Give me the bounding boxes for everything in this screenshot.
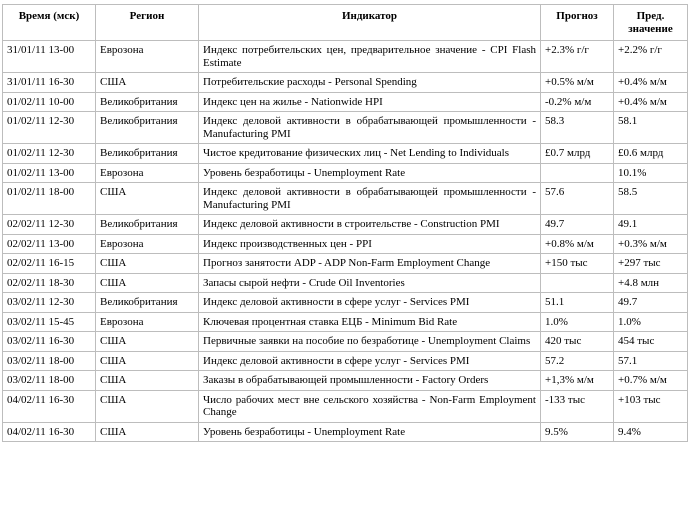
table-row (3, 92, 688, 112)
table-row (3, 254, 688, 274)
table-row (3, 390, 688, 422)
header-forecast: Прогноз (541, 5, 614, 41)
table-row (3, 371, 688, 391)
cell-indicator: Первичные заявки на пособие по безработице - Unemployment Claims (199, 332, 541, 352)
cell-region: Великобритания (96, 215, 199, 235)
cell-indicator: Чистое кредитование физических лиц - Net Lending to Individuals (199, 144, 541, 164)
cell-region: США (96, 390, 199, 422)
cell-forecast: +150 тыс (541, 254, 614, 274)
cell-forecast: +0.8% м/м (541, 234, 614, 254)
table-body (3, 41, 688, 442)
table-row (3, 215, 688, 235)
header-indicator: Индикатор (199, 5, 541, 41)
cell-region: США (96, 422, 199, 442)
cell-previous: +0.7% м/м (614, 371, 688, 391)
cell-forecast: 1.0% (541, 312, 614, 332)
header-region: Регион (96, 5, 199, 41)
cell-time: 03/02/11 15-45 (3, 312, 96, 332)
cell-region: Великобритания (96, 293, 199, 313)
cell-indicator: Индекс деловой активности в сфере услуг - Services PMI (199, 293, 541, 313)
cell-region: Еврозона (96, 163, 199, 183)
cell-time: 03/02/11 18-00 (3, 351, 96, 371)
cell-previous: 454 тыс (614, 332, 688, 352)
cell-indicator: Уровень безработицы - Unemployment Rate (199, 422, 541, 442)
cell-region: США (96, 332, 199, 352)
cell-previous: +103 тыс (614, 390, 688, 422)
cell-time: 01/02/11 13-00 (3, 163, 96, 183)
cell-previous: 10.1% (614, 163, 688, 183)
cell-time: 01/02/11 12-30 (3, 144, 96, 164)
cell-time: 02/02/11 13-00 (3, 234, 96, 254)
cell-previous: 1.0% (614, 312, 688, 332)
header-previous: Пред. значение (614, 5, 688, 41)
cell-region: Великобритания (96, 92, 199, 112)
table-row (3, 351, 688, 371)
cell-previous: 49.1 (614, 215, 688, 235)
cell-region: США (96, 183, 199, 215)
table-row (3, 422, 688, 442)
cell-previous: +297 тыс (614, 254, 688, 274)
cell-time: 04/02/11 16-30 (3, 422, 96, 442)
cell-region: Еврозона (96, 234, 199, 254)
cell-time: 01/02/11 18-00 (3, 183, 96, 215)
cell-region: США (96, 351, 199, 371)
cell-region: США (96, 273, 199, 293)
cell-region: США (96, 371, 199, 391)
table-row (3, 112, 688, 144)
cell-indicator: Число рабочих мест вне сельского хозяйства - Non-Farm Employment Change (199, 390, 541, 422)
cell-previous: +2.2% г/г (614, 41, 688, 73)
cell-forecast: +2.3% г/г (541, 41, 614, 73)
table-row (3, 163, 688, 183)
cell-previous: 58.1 (614, 112, 688, 144)
cell-forecast: -0.2% м/м (541, 92, 614, 112)
cell-forecast (541, 163, 614, 183)
cell-time: 01/02/11 10-00 (3, 92, 96, 112)
cell-forecast: 57.6 (541, 183, 614, 215)
cell-indicator: Уровень безработицы - Unemployment Rate (199, 163, 541, 183)
cell-indicator: Индекс деловой активности в строительстве - Construction PMI (199, 215, 541, 235)
cell-time: 03/02/11 16-30 (3, 332, 96, 352)
cell-indicator: Запасы сырой нефти - Crude Oil Inventories (199, 273, 541, 293)
cell-indicator: Потребительские расходы - Personal Spending (199, 73, 541, 93)
cell-time: 02/02/11 16-15 (3, 254, 96, 274)
cell-indicator: Индекс потребительских цен, предварительное значение - CPI Flash Estimate (199, 41, 541, 73)
header-time: Время (мск) (3, 5, 96, 41)
cell-forecast: +1,3% м/м (541, 371, 614, 391)
cell-time: 31/01/11 13-00 (3, 41, 96, 73)
cell-forecast (541, 273, 614, 293)
cell-time: 03/02/11 12-30 (3, 293, 96, 313)
cell-region: Еврозона (96, 312, 199, 332)
cell-forecast: -133 тыс (541, 390, 614, 422)
cell-time: 02/02/11 12-30 (3, 215, 96, 235)
cell-indicator: Индекс цен на жилье - Nationwide HPI (199, 92, 541, 112)
cell-region: США (96, 73, 199, 93)
cell-previous: +0.4% м/м (614, 92, 688, 112)
cell-forecast: 58.3 (541, 112, 614, 144)
table-row (3, 273, 688, 293)
economic-calendar-table (2, 4, 688, 442)
cell-indicator: Индекс деловой активности в сфере услуг - Services PMI (199, 351, 541, 371)
cell-indicator: Индекс деловой активности в обрабатывающей промышленности - Manufacturing PMI (199, 183, 541, 215)
cell-forecast: +0.5% м/м (541, 73, 614, 93)
table-row (3, 41, 688, 73)
cell-time: 31/01/11 16-30 (3, 73, 96, 93)
cell-region: Великобритания (96, 112, 199, 144)
cell-forecast: 49.7 (541, 215, 614, 235)
cell-previous: 49.7 (614, 293, 688, 313)
cell-previous: +0.3% м/м (614, 234, 688, 254)
table-row (3, 234, 688, 254)
cell-previous: £0.6 млрд (614, 144, 688, 164)
table-row (3, 183, 688, 215)
table-row (3, 144, 688, 164)
table-row (3, 312, 688, 332)
table-header-row (3, 5, 688, 41)
cell-forecast: 51.1 (541, 293, 614, 313)
table-row (3, 332, 688, 352)
cell-time: 04/02/11 16-30 (3, 390, 96, 422)
cell-previous: +4.8 млн (614, 273, 688, 293)
cell-indicator: Ключевая процентная ставка ЕЦБ - Minimum Bid Rate (199, 312, 541, 332)
cell-indicator: Прогноз занятости ADP - ADP Non-Farm Employment Change (199, 254, 541, 274)
cell-indicator: Индекс производственных цен - PPI (199, 234, 541, 254)
cell-indicator: Заказы в обрабатывающей промышленности - Factory Orders (199, 371, 541, 391)
cell-region: Великобритания (96, 144, 199, 164)
table-row (3, 73, 688, 93)
cell-forecast: 420 тыс (541, 332, 614, 352)
cell-time: 01/02/11 12-30 (3, 112, 96, 144)
cell-previous: +0.4% м/м (614, 73, 688, 93)
table-row (3, 293, 688, 313)
cell-forecast: 9.5% (541, 422, 614, 442)
cell-previous: 57.1 (614, 351, 688, 371)
cell-forecast: £0.7 млрд (541, 144, 614, 164)
cell-region: Еврозона (96, 41, 199, 73)
cell-previous: 9.4% (614, 422, 688, 442)
cell-previous: 58.5 (614, 183, 688, 215)
cell-forecast: 57.2 (541, 351, 614, 371)
cell-region: США (96, 254, 199, 274)
cell-time: 02/02/11 18-30 (3, 273, 96, 293)
cell-time: 03/02/11 18-00 (3, 371, 96, 391)
cell-indicator: Индекс деловой активности в обрабатывающей промышленности - Manufacturing PMI (199, 112, 541, 144)
